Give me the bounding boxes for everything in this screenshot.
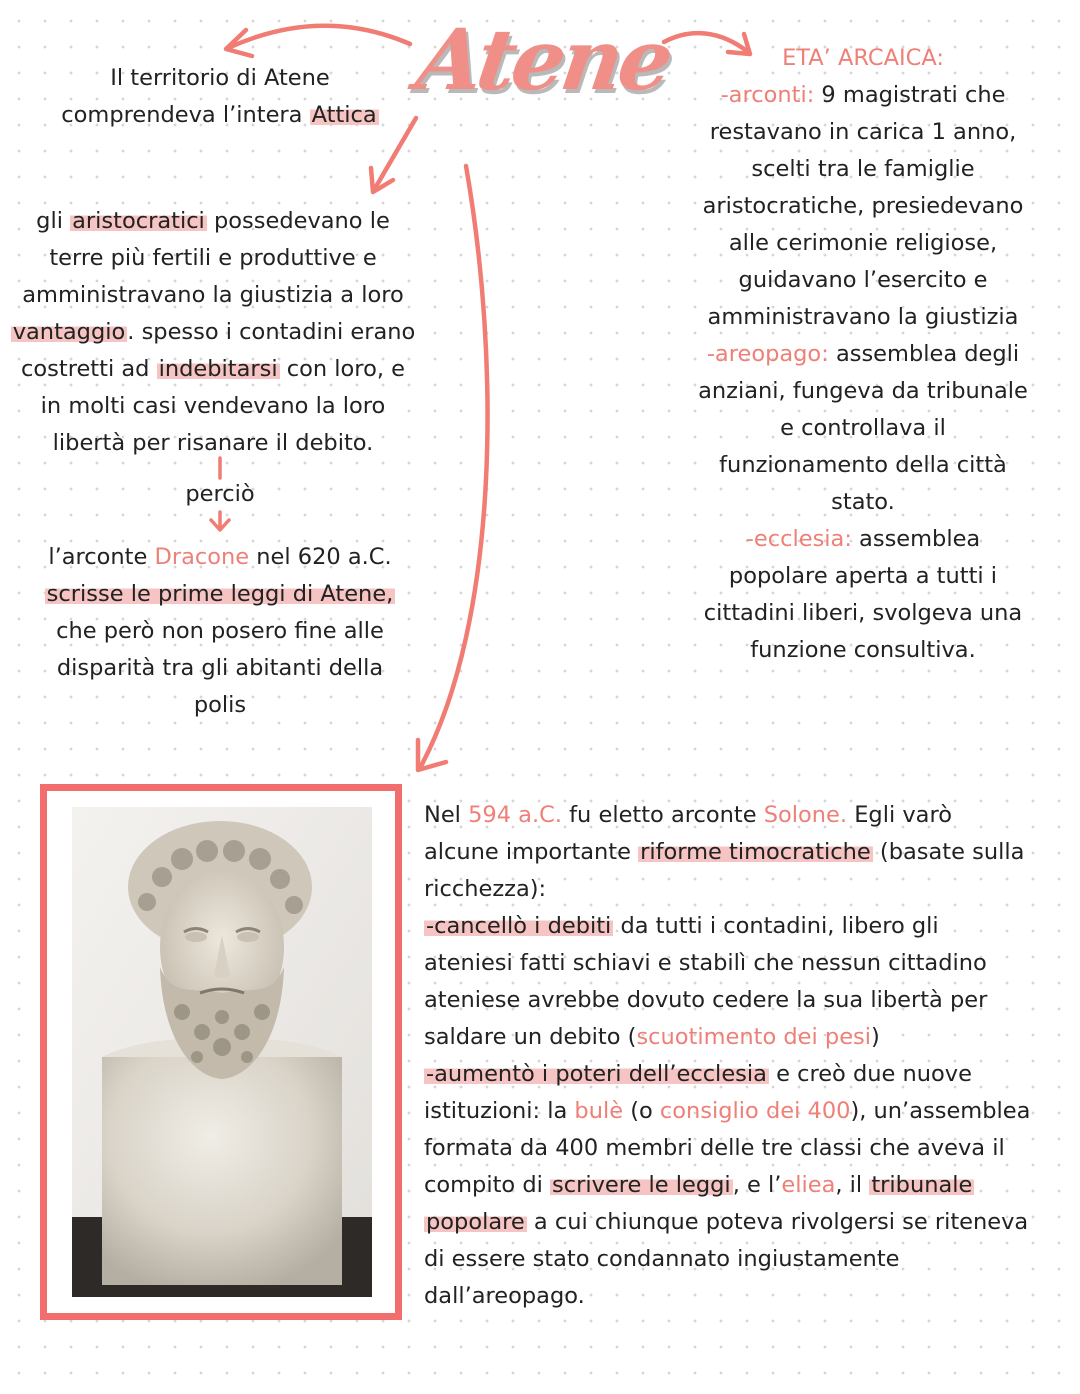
highlight-indebitarsi: indebitarsi (158, 356, 278, 382)
highlight-aristocratici: aristocratici (72, 208, 205, 234)
term-ecclesia: -ecclesia: (745, 526, 852, 552)
aristocrats-text: gli aristocratici possedevano le terre più fertili e produttive e amministravano la giustizia a loro vantaggio. spesso i contadini erano costretti ad indebitarsi con loro, e in molti casi vendevano la loro libertà per risanare il debito. (12, 208, 416, 456)
highlight-riforme: riforme timocratiche (640, 839, 871, 865)
highlight-scrivere-leggi: scrivere le leggi (552, 1172, 731, 1198)
term-consiglio: consiglio dei 400 (659, 1098, 851, 1124)
solone-year: 594 a.C. (468, 802, 562, 828)
connector-percio: perciò (185, 481, 255, 507)
term-bule: bulè (574, 1098, 624, 1124)
term-arconti: -arconti: (720, 82, 815, 108)
solone-bust-photo-frame (40, 784, 402, 1320)
highlight-prime-leggi: scrisse le prime leggi di Atene, (46, 581, 394, 607)
term-eliea: eliea (781, 1172, 836, 1198)
archaic-age-text: ETA’ ARCAICA: -arconti: 9 magistrati che restavano in carica 1 anno, scelti tra le famiglie aristocratiche, presiedevano alle cerimonie religiose, guidavano l’esercito e amministravano la giustizia -areopago: assemblea degli anziani, fungeva da tribunale e controllava il funzionamento della città stato. -ecclesia: assemblea popolare aperta a tutti i cittadini liberi, svolgeva una funzione consultiva. (686, 40, 1040, 669)
solone-text: Nel 594 a.C. fu eletto arconte Solone. Egli varò alcune importante riforme timocratiche (basate sulla ricchezza): -cancellò i debiti da tutti i contadini, libero gli ateniesi fatti schiavi e stabilì che nessun cittadino ateniese avrebbe dovuto cedere la sua libertà per saldare un debito (scuotimento dei pesi) -aumentò i poteri dell’ecclesia e creò due nuove istituzioni: la bulè (o consiglio dei 400), un’assemblea formata da 400 membri delle tre classi che aveva il compito di scrivere le leggi, e l’eliea, il tribunale popolare a cui chiunque poteva rivolgersi se riteneva di essere stato condannato ingiustamente dall’areopago. (424, 802, 1031, 1309)
page-title: Atene (411, 10, 676, 109)
territory-text: Il territorio di Atene comprendeva l’intera Attica (61, 65, 377, 128)
archaic-heading: ETA’ ARCAICA: (782, 45, 944, 71)
highlight-attica: Attica (311, 102, 377, 128)
term-areopago: -areopago: (706, 341, 829, 367)
highlight-popolare: popolare (426, 1209, 525, 1235)
dracone-name: Dracone (154, 544, 250, 570)
solone-name: Solone. (763, 802, 848, 828)
term-scuotimento: scuotimento dei pesi (636, 1024, 872, 1050)
highlight-poteri-ecclesia: -aumentò i poteri dell’ecclesia (426, 1061, 767, 1087)
arrow-to-solone (420, 166, 488, 768)
highlight-vantaggio: vantaggio (12, 319, 126, 345)
arrow-to-territory (228, 26, 410, 48)
dracone-text: l’arconte Dracone nel 620 a.C. scrisse le prime leggi di Atene, che però non posero fine alle disparità tra gli abitanti della polis (46, 544, 394, 718)
solone-bust-image (72, 807, 372, 1297)
highlight-cancello-debiti: -cancellò i debiti (426, 913, 612, 939)
highlight-tribunale: tribunale (871, 1172, 973, 1198)
